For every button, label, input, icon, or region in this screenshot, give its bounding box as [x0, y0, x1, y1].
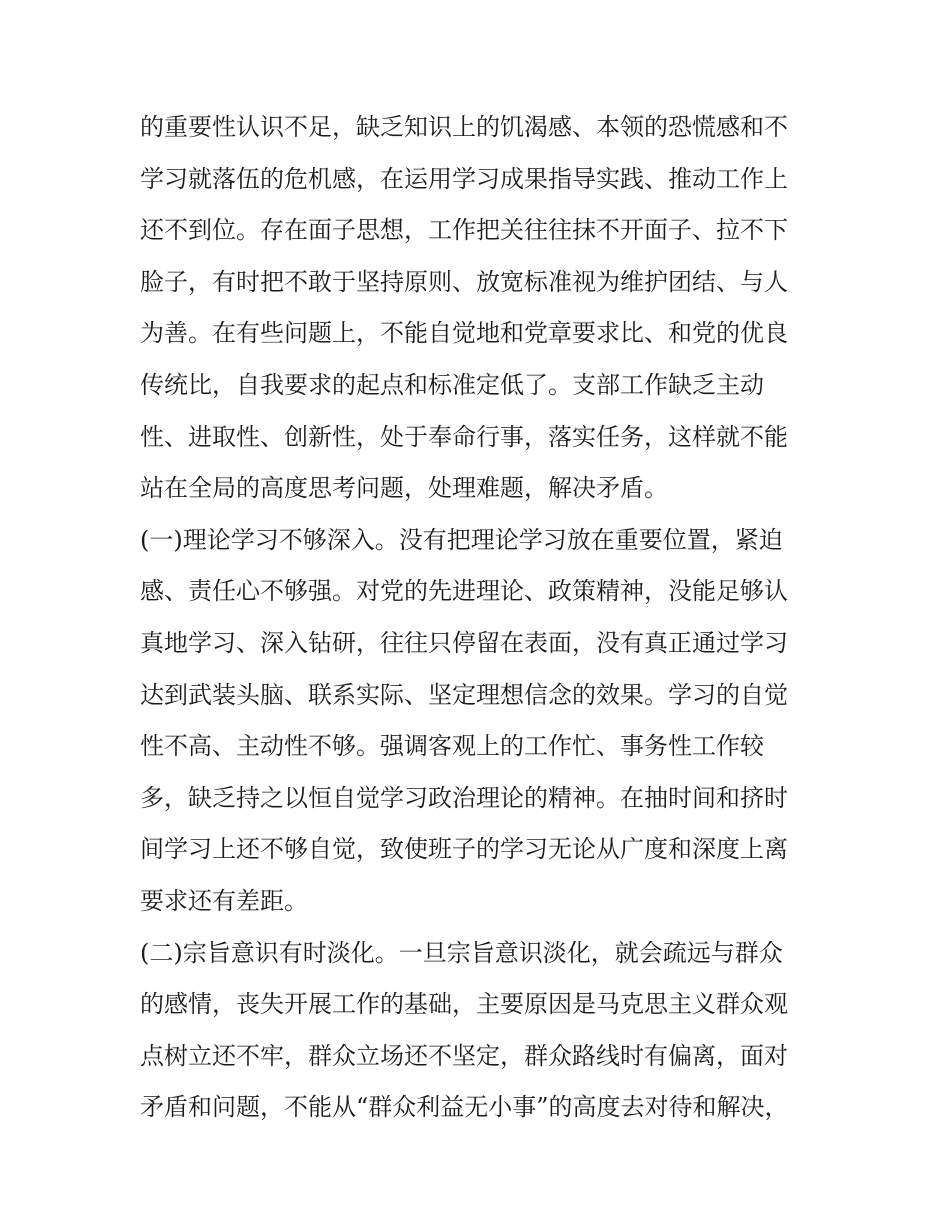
section-heading-line: (二)宗旨意识有时淡化。一旦宗旨意识淡化，就会疏远与群众: [140, 938, 783, 967]
text-line: 脸子，有时把不敢于坚持原则、放宽标准视为维护团结、与人: [140, 267, 788, 296]
text-line: 的重要性认识不足，缺乏知识上的饥渴感、本领的恐慌感和不: [140, 113, 788, 141]
text-line: 传统比，自我要求的起点和标准定低了。支部工作缺乏主动: [140, 370, 764, 399]
text-line: 性不高、主动性不够。强调客观上的工作忙、事务性工作较: [140, 732, 764, 761]
text-line: 学习就落伍的危机感，在运用学习成果指导实践、推动工作上: [140, 164, 788, 193]
text-line: 多，缺乏持之以恒自觉学习政治理论的精神。在抽时间和挤时: [140, 783, 788, 812]
text-line: 的感情，丧失开展工作的基础，主要原因是马克思主义群众观: [140, 990, 788, 1019]
text-line: 真地学习、深入钻研，往往只停留在表面，没有真正通过学习: [140, 628, 788, 657]
text-line: 站在全局的高度思考问题，处理难题，解决矛盾。: [140, 474, 668, 503]
section-heading-line: (一)理论学习不够深入。没有把理论学习放在重要位置，紧迫: [140, 525, 783, 554]
body-text: [140, 102, 812, 1134]
text-line: 间学习上还不够自觉，致使班子的学习无论从广度和深度上离: [140, 835, 788, 864]
text-line: 达到武装头脑、联系实际、坚定理想信念的效果。学习的自觉: [140, 680, 788, 709]
text-line: 矛盾和问题，不能从“群众利益无小事”的高度去对待和解决，: [140, 1093, 789, 1122]
text-line: 为善。在有些问题上，不能自觉地和党章要求比、和党的优良: [140, 319, 788, 348]
text-line: 点树立还不牢，群众立场还不坚定，群众路线时有偏离，面对: [140, 1041, 788, 1070]
text-line: 要求还有差距。: [140, 886, 308, 915]
text-line: 感、责任心不够强。对党的先进理论、政策精神，没能足够认: [140, 577, 788, 606]
text-line: 性、进取性、创新性，处于奉命行事，落实任务，这样就不能: [140, 422, 788, 451]
text-line: 还不到位。存在面子思想，工作把关往往抹不开面子、拉不下: [140, 216, 788, 245]
